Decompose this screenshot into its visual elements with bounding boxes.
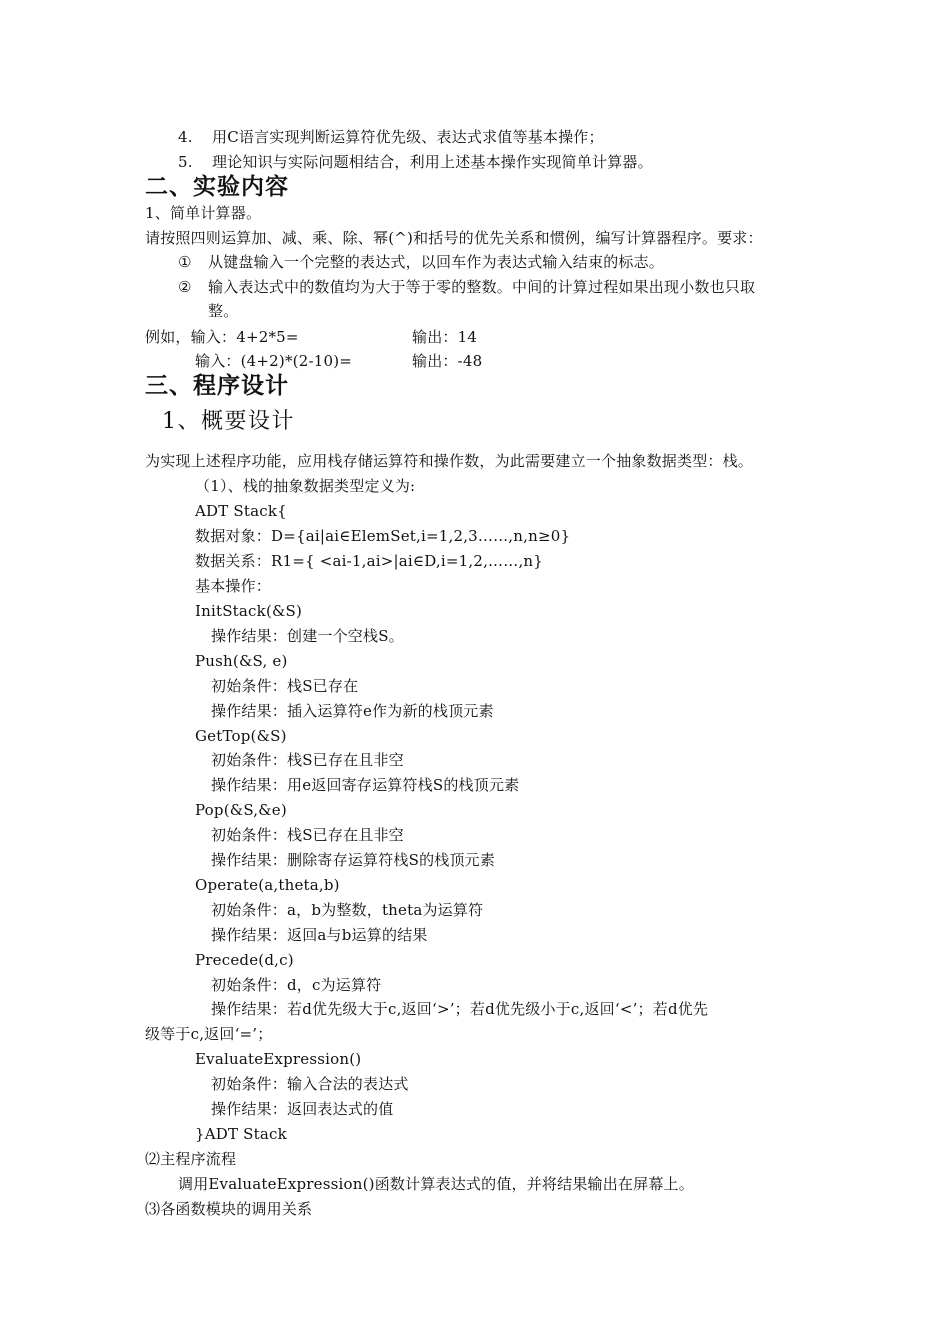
requirement-1 — [178, 252, 664, 272]
op-operate-result: 操作结果：返回a与b运算的结果 — [211, 926, 428, 944]
op-precede-result: 操作结果：若d优先级大于c,返回‘>’；若d优先级小于c,返回‘<’；若d优先 — [211, 1000, 709, 1018]
requirement-2 — [178, 277, 755, 297]
section-heading-content: 二、实验内容 — [145, 174, 289, 200]
op-pop: Pop(&S,&e) — [195, 801, 287, 819]
main-flow-heading: ⑵主程序流程 — [145, 1150, 237, 1168]
objective-number: 5. — [178, 153, 193, 171]
objective-item-5 — [178, 152, 653, 172]
objective-text: 理论知识与实际问题相结合，利用上述基本操作实现简单计算器。 — [212, 153, 653, 171]
op-push-result: 操作结果：插入运算符e作为新的栈顶元素 — [211, 702, 494, 720]
example-output-2: 输出：-48 — [412, 352, 483, 370]
item-simple-calculator: 1、简单计算器。 — [145, 204, 262, 222]
example-input-1: 例如，输入：4+2*5= — [145, 328, 299, 346]
basic-operations-label: 基本操作： — [195, 577, 272, 595]
op-push-precondition: 初始条件：栈S已存在 — [211, 677, 359, 695]
op-precede-result-continuation: 级等于c,返回‘=’； — [145, 1025, 273, 1043]
adt-definition-title: （1）、栈的抽象数据类型定义为: — [195, 477, 416, 495]
op-gettop-precondition: 初始条件：栈S已存在且非空 — [211, 751, 404, 769]
requirement-2-continuation: 整。 — [208, 302, 239, 320]
data-relation: 数据关系：R1={ <ai-1,ai>|ai∈D,i=1,2,……,n} — [195, 552, 544, 570]
requirements-description: 请按照四则运算加、减、乘、除、幂(^)和括号的优先关系和惯例，编写计算器程序。要求： — [145, 229, 763, 247]
op-gettop-result: 操作结果：用e返回寄存运算符栈S的栈顶元素 — [211, 776, 520, 794]
requirement-text: 从键盘输入一个完整的表达式，以回车作为表达式输入结束的标志。 — [208, 253, 665, 271]
objective-number: 4. — [178, 128, 193, 146]
call-relation-heading: ⑶各函数模块的调用关系 — [145, 1200, 313, 1218]
requirement-text: 输入表达式中的数值均为大于等于零的整数。中间的计算过程如果出现小数也只取 — [208, 278, 756, 296]
data-object: 数据对象：D={ai|ai∈ElemSet,i=1,2,3……,n,n≥0} — [195, 527, 571, 545]
adt-open: ADT Stack{ — [195, 502, 287, 520]
subsection-heading-overview: 1、概要设计 — [162, 409, 295, 434]
op-initstack-result: 操作结果：创建一个空栈S。 — [211, 627, 404, 645]
objective-item-4 — [178, 127, 604, 147]
adt-close: }ADT Stack — [195, 1125, 287, 1143]
op-pop-precondition: 初始条件：栈S已存在且非空 — [211, 826, 404, 844]
objective-text: 用C语言实现判断运算符优先级、表达式求值等基本操作； — [212, 128, 604, 146]
requirement-marker: ① — [178, 253, 192, 271]
op-initstack: InitStack(&S) — [195, 602, 303, 620]
op-operate-precondition: 初始条件：a，b为整数，theta为运算符 — [211, 901, 484, 919]
design-intro: 为实现上述程序功能，应用栈存储运算符和操作数，为此需要建立一个抽象数据类型：栈。 — [145, 452, 754, 470]
op-evaluate-precondition: 初始条件：输入合法的表达式 — [211, 1075, 409, 1093]
op-evaluate: EvaluateExpression() — [195, 1050, 362, 1068]
op-pop-result: 操作结果：删除寄存运算符栈S的栈顶元素 — [211, 851, 496, 869]
section-heading-design: 三、程序设计 — [145, 373, 289, 399]
example-input-2: 输入：(4+2)*(2-10)= — [195, 352, 353, 370]
main-flow-text: 调用EvaluateExpression()函数计算表达式的值，并将结果输出在屏幕上。 — [178, 1175, 694, 1193]
op-precede: Precede(d,c) — [195, 951, 294, 969]
op-gettop: GetTop(&S) — [195, 727, 287, 745]
example-output-1: 输出：14 — [412, 328, 478, 346]
op-precede-precondition: 初始条件：d，c为运算符 — [211, 976, 382, 994]
op-operate: Operate(a,theta,b) — [195, 876, 340, 894]
requirement-marker: ② — [178, 278, 192, 296]
op-evaluate-result: 操作结果：返回表达式的值 — [211, 1100, 394, 1118]
op-push: Push(&S, e) — [195, 652, 288, 670]
